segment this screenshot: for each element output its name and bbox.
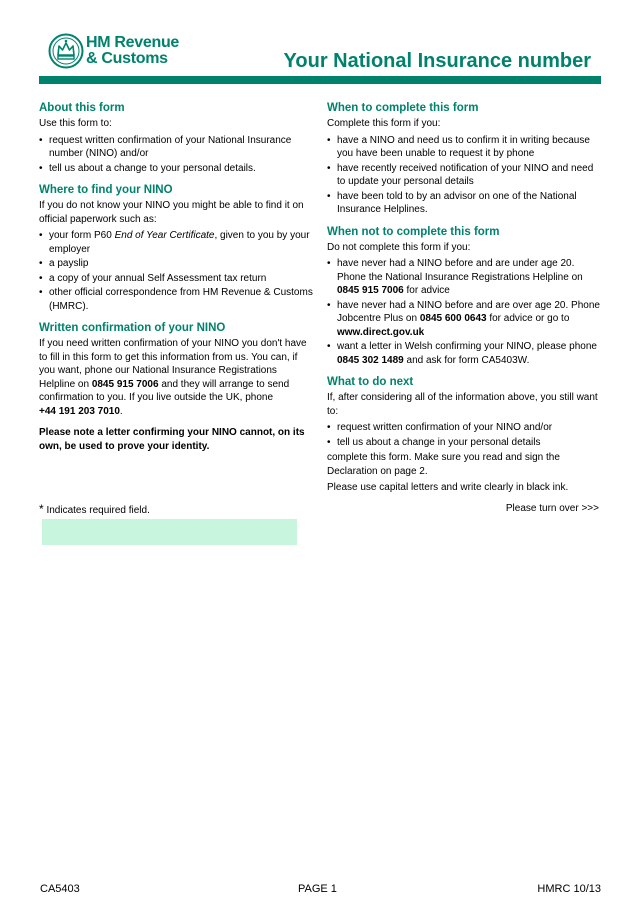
written-section xyxy=(39,321,313,453)
required-field-note xyxy=(39,502,150,516)
identity-note: Please note a letter confirming your NINO cannot, on its own, be used to prove your identity. xyxy=(39,427,305,452)
list-item: • have recently received notification of your NINO and need to update your personal details xyxy=(327,162,601,189)
when-intro: Complete this form if you: xyxy=(327,118,441,129)
item-text: for advice xyxy=(403,285,450,296)
p60-suffix: , given to you by your employer xyxy=(49,230,310,255)
list-item xyxy=(327,257,601,298)
list-item: • request written confirmation of your National Insurance number (NINO) and/or xyxy=(39,134,313,161)
left-column xyxy=(39,101,313,459)
when-heading: When to complete this form xyxy=(327,102,479,114)
where-intro: If you do not know your NINO you might be able to find it on official paperwork such as: xyxy=(39,200,304,225)
when-section xyxy=(327,101,601,217)
next-section xyxy=(327,375,601,495)
list-item xyxy=(327,340,601,367)
written-text-1: If you need written confirmation of your NINO you don't have to fill in this form to get this information from us. You can, if you want, phone our National Insurance Registrations Helpline on xyxy=(39,338,307,390)
list-item: • request written confirmation of your NINO and/or xyxy=(327,421,601,435)
written-text-3: . xyxy=(119,405,123,417)
footer-page-number: PAGE 1 xyxy=(298,883,337,895)
direct-gov-link[interactable]: www.direct.gov.uk xyxy=(337,326,425,338)
item-text: and ask for form CA5403W. xyxy=(403,354,530,366)
when-not-heading: When not to complete this form xyxy=(327,225,500,238)
page-title: Your National Insurance number xyxy=(283,50,591,72)
when-not-list xyxy=(327,257,601,367)
overseas-phone: +44 191 203 7010 xyxy=(39,405,120,417)
when-list xyxy=(327,134,601,217)
written-paragraph xyxy=(39,337,313,418)
required-field-sample-box xyxy=(42,519,297,545)
next-heading: What to do next xyxy=(327,376,414,388)
about-intro: Use this form to: xyxy=(39,118,112,129)
where-list xyxy=(39,229,313,313)
p60-text: your form P60 xyxy=(49,230,115,241)
title-divider-bar xyxy=(39,76,601,84)
list-item: • have been told to by an advisor on one of the National Insurance Helplines. xyxy=(327,190,601,217)
required-star: * xyxy=(39,502,44,516)
p60-title: End of Year Certificate xyxy=(114,230,215,241)
written-text-2: and they will arrange to send confirmation to you. If you live outside the UK, phone xyxy=(39,378,290,403)
footer-form-code: CA5403 xyxy=(40,883,80,895)
when-not-section xyxy=(327,225,601,368)
list-item: • a payslip xyxy=(39,257,313,271)
next-paragraph-2: Please use capital letters and write clearly in black ink. xyxy=(327,482,569,493)
logo-wordmark xyxy=(86,35,179,67)
list-item xyxy=(327,299,601,340)
about-section xyxy=(39,101,313,175)
next-list xyxy=(327,421,601,449)
item-text: have never had a NINO before and are under age 20. Phone the National Insurance Registrations Helpline on xyxy=(337,258,583,283)
written-heading: Written confirmation of your NINO xyxy=(39,322,226,334)
about-heading: About this form xyxy=(39,102,125,114)
logo-line-2: & Customs xyxy=(86,50,168,67)
list-item: • tell us about a change in your personal details xyxy=(327,436,601,450)
jobcentre-phone: 0845 600 0643 xyxy=(419,313,487,324)
list-item xyxy=(39,229,313,256)
list-item: • have a NINO and need us to confirm it in writing because you have been unable to request it by phone xyxy=(327,134,601,161)
next-intro: If, after considering all of the information above, you still want to: xyxy=(327,392,598,417)
right-column xyxy=(327,101,601,501)
list-item: • a copy of your annual Self Assessment tax return xyxy=(39,272,313,286)
footer-version: HMRC 10/13 xyxy=(537,883,601,895)
item-text: have never had a NINO before and are over age 20. Phone Jobcentre Plus on xyxy=(337,299,600,324)
helpline-phone: 0845 915 7006 xyxy=(337,285,404,296)
list-item: • other official correspondence from HM Revenue & Customs (HMRC). xyxy=(39,286,313,313)
helpline-phone: 0845 915 7006 xyxy=(91,378,159,390)
turn-over-note: Please turn over >>> xyxy=(505,503,599,514)
required-text: Indicates required field. xyxy=(43,505,150,516)
hmrc-logo xyxy=(48,33,198,73)
next-paragraph-1: complete this form. Make sure you read and sign the Declaration on page 2. xyxy=(327,452,560,477)
item-text: for advice or go to xyxy=(486,313,570,324)
where-section xyxy=(39,183,313,313)
list-item: • tell us about a change to your personal details. xyxy=(39,162,313,176)
royal-crest-icon xyxy=(48,33,84,69)
item-text: want a letter in Welsh confirming your NINO, please phone xyxy=(337,341,597,352)
where-heading: Where to find your NINO xyxy=(39,184,173,196)
when-not-intro: Do not complete this form if you: xyxy=(327,241,471,253)
welsh-phone: 0845 302 1489 xyxy=(337,354,404,366)
about-list xyxy=(39,134,313,176)
logo-line-1: HM Revenue xyxy=(86,34,180,51)
